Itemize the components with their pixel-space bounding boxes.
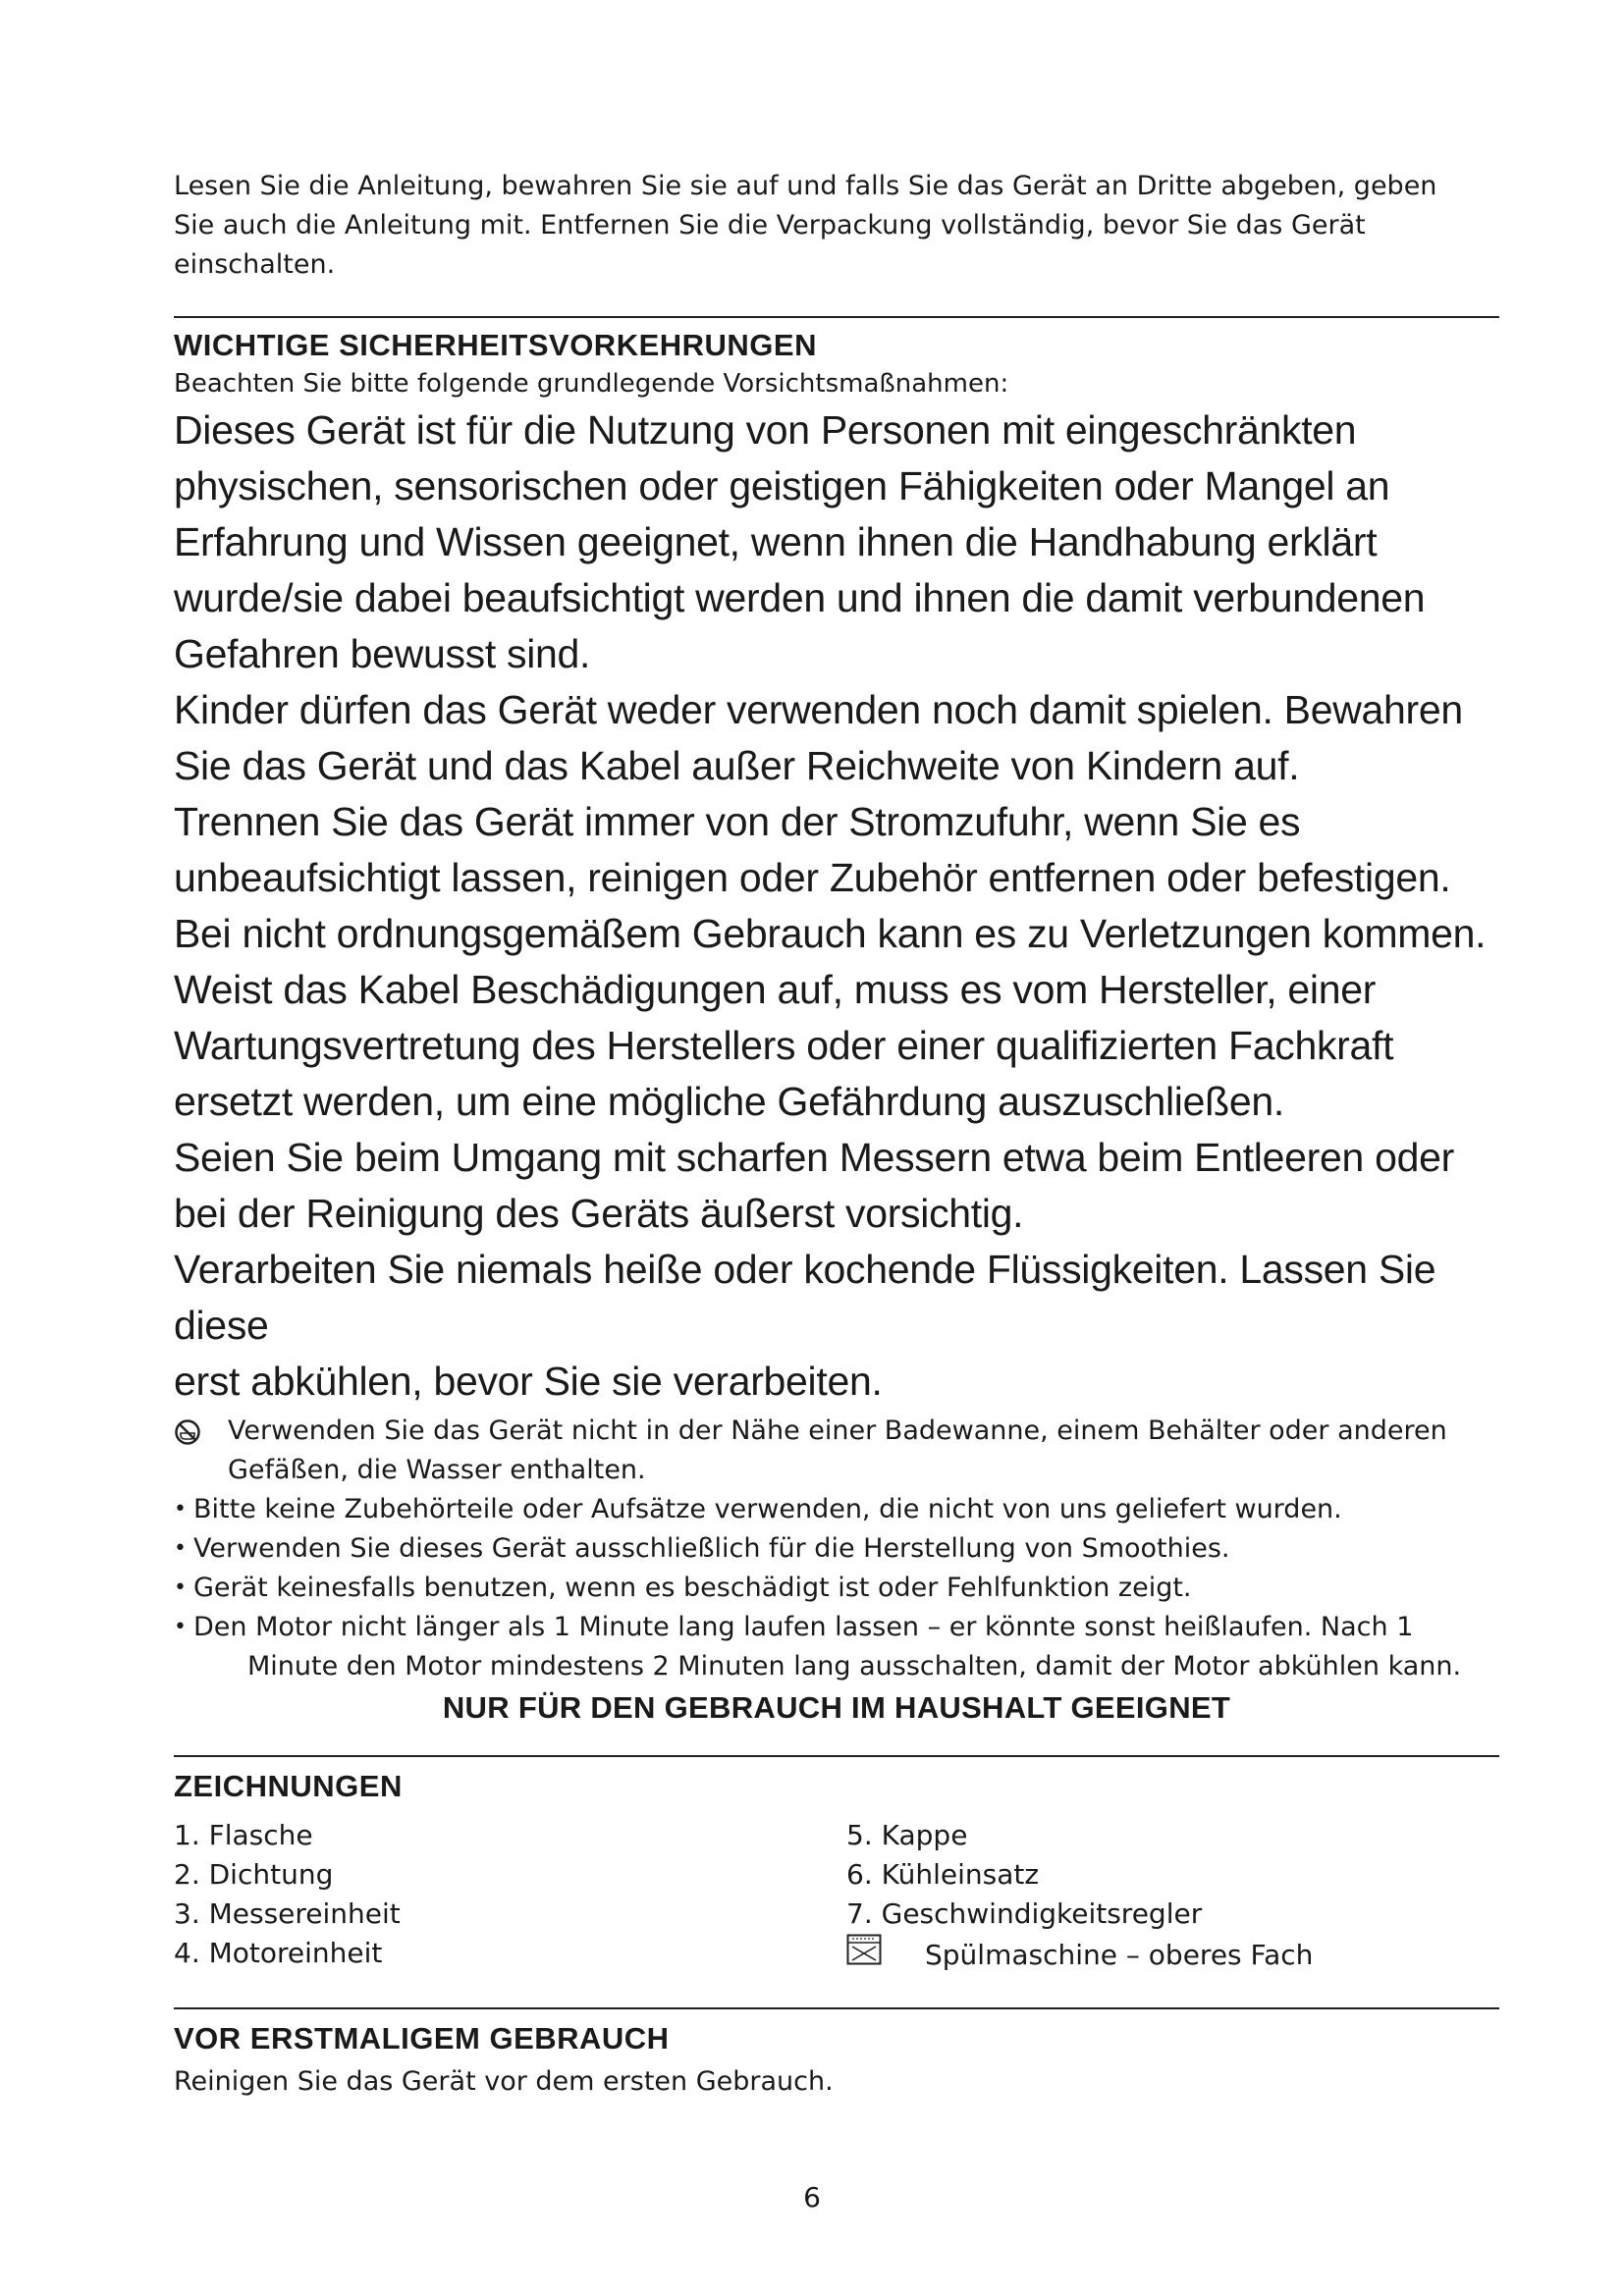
list-item: 2. Dichtung	[174, 1858, 334, 1891]
safety-bullets	[174, 1490, 1499, 1686]
safety-line: Verarbeiten Sie niemals heiße oder kochende Flüssigkeiten. Lassen Sie diese	[174, 1247, 1436, 1348]
safety-line: Sie das Gerät und das Kabel außer Reichweite von Kindern auf.	[174, 743, 1300, 788]
list-item: • Gerät keinesfalls benutzen, wenn es beschädigt ist oder Fehlfunktion zeigt.	[174, 1569, 1499, 1608]
safety-subheading: Beachten Sie bitte folgende grundlegende Vorsichtsmaßnahmen:	[174, 369, 1009, 399]
list-item: 3. Messereinheit	[174, 1897, 401, 1930]
list-item: 6. Kühleinsatz	[846, 1858, 1040, 1891]
safety-line: physischen, sensorischen oder geistigen Fähigkeiten oder Mangel an	[174, 463, 1390, 508]
intro-paragraph	[174, 167, 1499, 285]
household-notice: NUR FÜR DEN GEBRAUCH IM HAUSHALT GEEIGNET	[442, 1690, 1231, 1725]
dishwasher-icon	[846, 1934, 925, 1976]
warning-text: Verwenden Sie das Gerät nicht in der Nähe einer Badewanne, einem Behälter oder anderen Gefäßen, die Wasser enthalten.	[228, 1415, 1447, 1485]
safety-line: wurde/sie dabei beaufsichtigt werden und ihnen die damit verbundenen	[174, 575, 1426, 620]
drawings-heading: ZEICHNUNGEN	[174, 1769, 403, 1803]
safety-line: Trennen Sie das Gerät immer von der Stromzufuhr, wenn Sie es	[174, 799, 1301, 844]
drawings-left-column	[174, 1816, 846, 1976]
list-item: 5. Kappe	[846, 1819, 968, 1851]
divider	[174, 2007, 1499, 2009]
drawings-right-column	[846, 1816, 1499, 1976]
safety-line: ersetzt werden, um eine mögliche Gefährdung auszuschließen.	[174, 1079, 1284, 1124]
safety-line: Weist das Kabel Beschädigungen auf, muss es vom Hersteller, einer	[174, 967, 1377, 1012]
first-use-heading: VOR ERSTMALIGEM GEBRAUCH	[174, 2021, 670, 2056]
safety-line: Seien Sie beim Umgang mit scharfen Messern etwa beim Entleeren oder	[174, 1135, 1454, 1180]
list-item: 7. Geschwindigkeitsregler	[846, 1897, 1203, 1930]
list-item: 4. Motoreinheit	[174, 1937, 383, 1969]
safety-line: Erfahrung und Wissen geeignet, wenn ihnen die Handhabung erklärt	[174, 519, 1378, 564]
safety-line: unbeaufsichtigt lassen, reinigen oder Zubehör entfernen oder befestigen.	[174, 855, 1451, 900]
list-item: • Verwenden Sie dieses Gerät ausschließlich für die Herstellung von Smoothies.	[174, 1529, 1499, 1569]
page-content	[174, 167, 1499, 2097]
safety-line: Wartungsvertretung des Herstellers oder einer qualifizierten Fachkraft	[174, 1023, 1394, 1068]
drawings-list	[174, 1816, 1499, 1976]
safety-line: erst abkühlen, bevor Sie sie verarbeiten.	[174, 1359, 883, 1404]
list-item: • Den Motor nicht länger als 1 Minute lang laufen lassen – er könnte sonst heißlaufen. Nach 1 Minute den Motor mindestens 2 Minuten lang ausschalten, damit der Motor abkühlen kann.	[174, 1608, 1499, 1686]
list-item: 1. Flasche	[174, 1819, 313, 1851]
list-item	[846, 1934, 1499, 1976]
bath-warning	[174, 1412, 1499, 1490]
intro-line: Lesen Sie die Anleitung, bewahren Sie sie auf und falls Sie das Gerät an Dritte abgeben, geben	[174, 171, 1437, 201]
dishwasher-label: Spülmaschine – oberes Fach	[925, 1938, 1314, 1971]
safety-line: Gefahren bewusst sind.	[174, 631, 591, 676]
safety-line: Kinder dürfen das Gerät weder verwenden noch damit spielen. Bewahren	[174, 687, 1463, 732]
divider	[174, 1755, 1499, 1757]
no-bath-icon	[174, 1412, 228, 1490]
safety-big-text	[174, 402, 1499, 1410]
safety-line: Dieses Gerät ist für die Nutzung von Personen mit eingeschränkten	[174, 407, 1357, 453]
divider	[174, 316, 1499, 318]
page-number: 6	[803, 2181, 821, 2214]
list-item: • Bitte keine Zubehörteile oder Aufsätze verwenden, die nicht von uns geliefert wurden.	[174, 1490, 1499, 1529]
safety-line: Bei nicht ordnungsgemäßem Gebrauch kann es zu Verletzungen kommen.	[174, 911, 1487, 956]
intro-line: einschalten.	[174, 249, 336, 280]
first-use-text: Reinigen Sie das Gerät vor dem ersten Gebrauch.	[174, 2066, 834, 2097]
intro-line: Sie auch die Anleitung mit. Entfernen Sie die Verpackung vollständig, bevor Sie das Gerät	[174, 210, 1366, 240]
safety-heading: WICHTIGE SICHERHEITSVORKEHRUNGEN	[174, 328, 817, 362]
safety-line: bei der Reinigung des Geräts äußerst vorsichtig.	[174, 1191, 1024, 1236]
